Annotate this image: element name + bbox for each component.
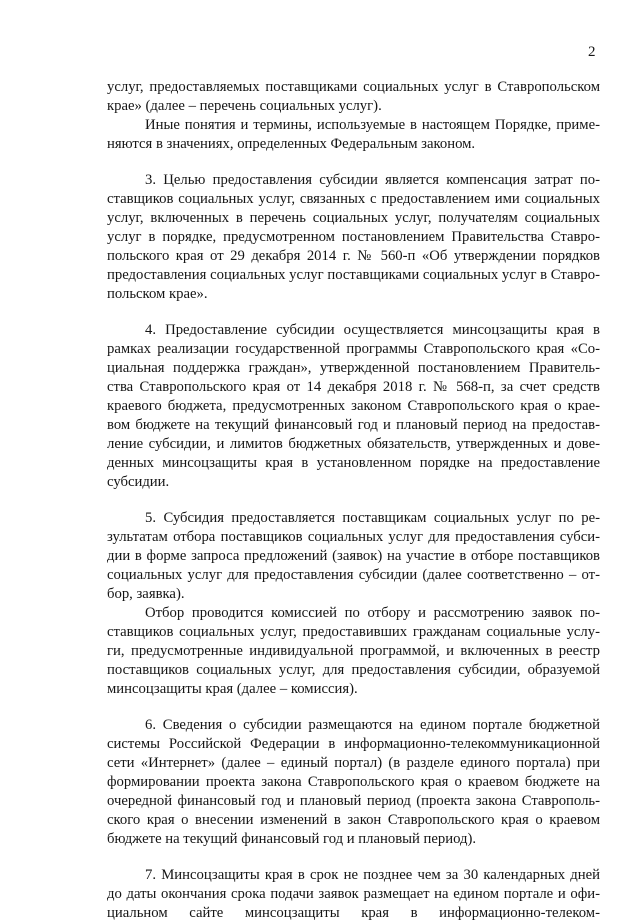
text-line: социальных услуг для предоставления субсидии (далее соответственно – от- <box>107 567 600 583</box>
text-line: ги, предусмотренные индивидуальной программой, и включенных в реестр <box>107 643 600 659</box>
text-line: ства Ставропольского края от 14 декабря 2018 г. № 568-п, за счет средств <box>107 379 600 395</box>
text-line: вом бюджете на текущий финансовый год и плановый период на предостав- <box>107 417 600 433</box>
paragraph-5 <box>107 509 600 604</box>
text-line: зультатам отбора поставщиков социальных услуг для предоставления субси- <box>107 529 600 545</box>
paragraph-intro <box>107 78 600 116</box>
text-line: бюджете на текущий финансовый год и плановый период). <box>107 831 477 847</box>
paragraph-terms <box>107 116 600 154</box>
text-line: бор, заявка). <box>107 586 185 602</box>
paragraph-5-selection <box>107 604 600 699</box>
text-line: формировании проекта закона Ставропольского края о краевом бюджете на <box>107 774 600 790</box>
paragraph-7 <box>107 866 600 923</box>
text-line: польского края от 29 декабря 2014 г. № 560-п «Об утверждении порядков <box>107 248 600 264</box>
text-line: няются в значениях, определенных Федеральным законом. <box>107 136 476 152</box>
paragraph-6 <box>107 716 600 849</box>
text-line: ление субсидии, и лимитов бюджетных обязательств, утвержденных и дове- <box>107 436 600 452</box>
text-line: крае» (далее – перечень социальных услуг). <box>107 98 382 114</box>
text-line: системы Российской Федерации в информационно-телекоммуникационной <box>107 736 600 752</box>
text-line: минсоцзащиты края (далее – комиссия). <box>107 681 358 697</box>
text-line: 3. Целью предоставления субсидии является компенсация затрат по- <box>145 172 600 188</box>
text-line: сети «Интернет» (далее – единый портал) (в разделе единого портала) при <box>107 755 600 771</box>
text-line: краевого бюджета, предусмотренных законом Ставропольского края о крае- <box>107 398 600 414</box>
text-line: до даты окончания срока подачи заявок размещает на едином портале и офи- <box>107 886 600 902</box>
page-number: 2 <box>588 44 596 60</box>
text-line: ставщиков социальных услуг, связанных с предоставлением ими социальных <box>107 191 600 207</box>
text-line: рамках реализации государственной программы Ставропольского края «Со- <box>107 341 600 357</box>
text-line: 5. Субсидия предоставляется поставщикам социальных услуг по ре- <box>145 510 600 526</box>
text-line: 6. Сведения о субсидии размещаются на едином портале бюджетной <box>145 717 600 733</box>
text-line: циальном сайте минсоцзащиты края в информационно-телеком- <box>107 905 600 921</box>
text-line: поставщиков социальных услуг, для предоставления субсидии, образуемой <box>107 662 600 678</box>
text-line: Отбор проводится комиссией по отбору и рассмотрению заявок по- <box>145 605 600 621</box>
text-line: услуг в порядке, предусмотренном постановлением Правительства Ставро- <box>107 229 600 245</box>
text-line: предоставления социальных услуг поставщиками социальных услуг в Ставро- <box>107 267 600 283</box>
text-line: денных минсоцзащиты края в установленном порядке на предоставление <box>107 455 600 471</box>
text-line: ского края о внесении изменений в закон Ставропольского края о краевом <box>107 812 600 828</box>
text-line: циальная поддержка граждан», утвержденной постановлением Правитель- <box>107 360 600 376</box>
paragraph-3 <box>107 171 600 304</box>
paragraph-4 <box>107 321 600 492</box>
text-line: услуг, включенных в перечень социальных услуг, получателям социальных <box>107 210 600 226</box>
text-line: 7. Минсоцзащиты края в срок не позднее чем за 30 календарных дней <box>145 867 600 883</box>
text-line: очередной финансовый год и плановый период (проекта закона Ставрополь- <box>107 793 600 809</box>
text-line: Иные понятия и термины, используемые в настоящем Порядке, приме- <box>145 117 600 133</box>
text-line: 4. Предоставление субсидии осуществляется минсоцзащиты края в <box>145 322 600 338</box>
text-line: субсидии. <box>107 474 170 490</box>
text-line: услуг, предоставляемых поставщиками социальных услуг в Ставропольском <box>107 79 600 95</box>
document-body <box>107 78 600 923</box>
text-line: ставщиков социальных услуг, предоставивших гражданам социальные услу- <box>107 624 600 640</box>
text-line: дии в форме запроса предложений (заявок) на участие в отборе поставщиков <box>107 548 600 564</box>
text-line: польском крае». <box>107 286 208 302</box>
